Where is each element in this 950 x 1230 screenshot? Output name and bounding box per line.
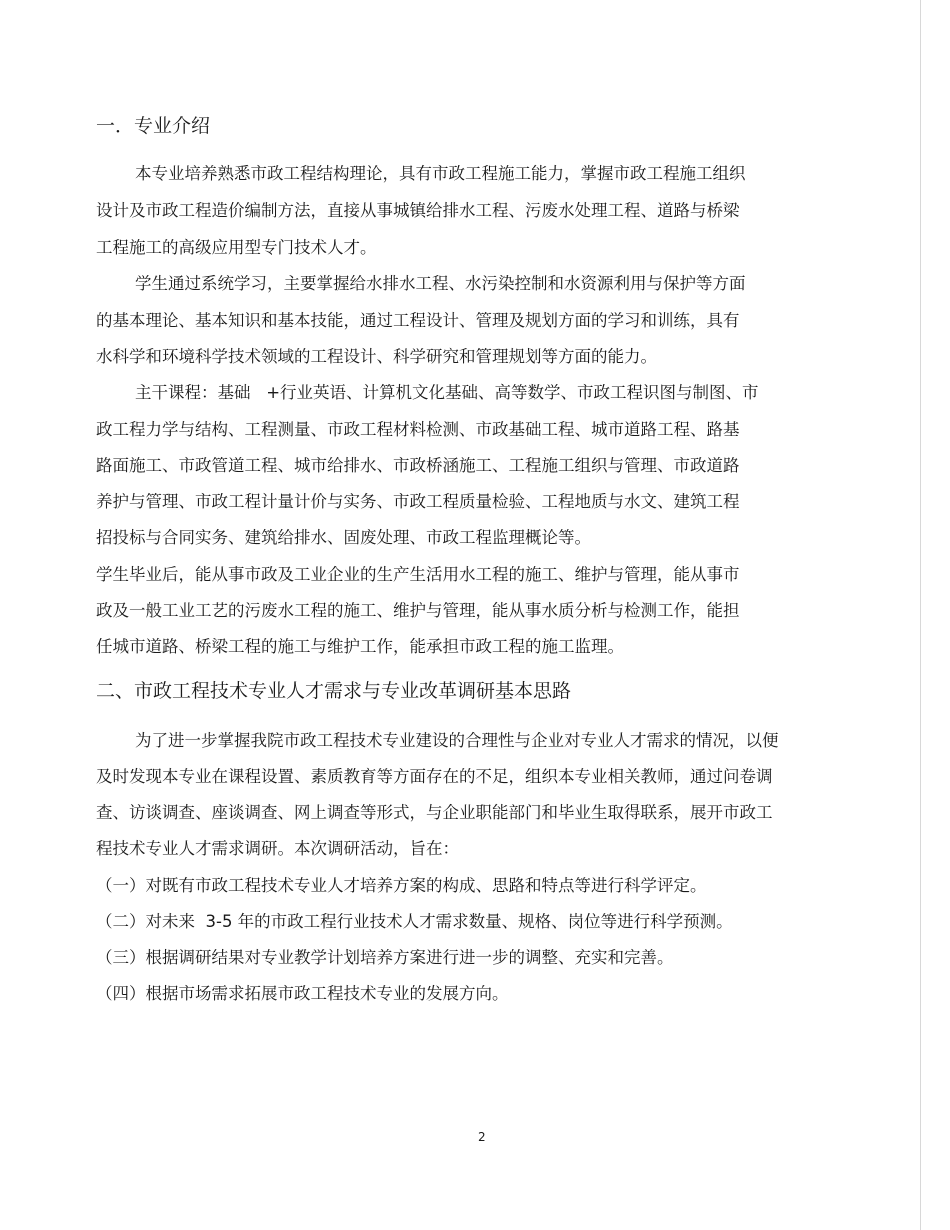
page-edge-line bbox=[920, 0, 921, 1230]
paragraph-line: 设计及市政工程造价编制方法，直接从事城镇给排水工程、污废水处理工程、道路与桥梁 bbox=[96, 201, 740, 220]
section-1-heading: 一．专业介绍 bbox=[96, 115, 211, 137]
page-number: 2 bbox=[478, 1130, 486, 1144]
paragraph-line: 政工程力学与结构、工程测量、市政工程材料检测、市政基础工程、城市道路工程、路基 bbox=[96, 420, 740, 439]
paragraph-line: 工程施工的高级应用型专门技术人才。 bbox=[96, 238, 377, 257]
paragraph-line: 的基本理论、基本知识和基本技能，通过工程设计、管理及规划方面的学习和训练，具有 bbox=[96, 311, 740, 330]
paragraph-line: 水科学和环境科学技术领域的工程设计、科学研究和管理规划等方面的能力。 bbox=[96, 347, 657, 366]
list-item: （四）根据市场需求拓展市政工程技术专业的发展方向。 bbox=[96, 984, 509, 1003]
paragraph-line: 查、访谈调查、座谈调查、网上调查等形式，与企业职能部门和毕业生取得联系，展开市政工 bbox=[96, 803, 773, 822]
paragraph-line: 为了进一步掌握我院市政工程技术专业建设的合理性与企业对专业人才需求的情况，以便 bbox=[135, 731, 779, 750]
paragraph-line: 路面施工、市政管道工程、城市给排水、市政桥涵施工、工程施工组织与管理、市政道路 bbox=[96, 456, 740, 475]
paragraph-line: 招投标与合同实务、建筑给排水、固废处理、市政工程监理概论等。 bbox=[96, 528, 591, 547]
paragraph-line: 本专业培养熟悉市政工程结构理论，具有市政工程施工能力，掌握市政工程施工组织 bbox=[135, 164, 746, 183]
paragraph-line: 学生毕业后，能从事市政及工业企业的生产生活用水工程的施工、维护与管理，能从事市 bbox=[96, 565, 740, 584]
list-item: （一）对既有市政工程技术专业人才培养方案的构成、思路和特点等进行科学评定。 bbox=[96, 876, 707, 895]
paragraph-line: 政及一般工业工艺的污废水工程的施工、维护与管理，能从事水质分析与检测工作，能担 bbox=[96, 601, 740, 620]
paragraph-line: 主干课程：基础 +行业英语、计算机文化基础、高等数学、市政工程识图与制图、市 bbox=[135, 383, 759, 402]
list-item: （二）对未来 3-5 年的市政工程行业技术人才需求数量、规格、岗位等进行科学预测。 bbox=[96, 912, 733, 931]
list-item: （三）根据调研结果对专业教学计划培养方案进行进一步的调整、充实和完善。 bbox=[96, 948, 674, 967]
paragraph-line: 程技术专业人才需求调研。本次调研活动，旨在： bbox=[96, 839, 459, 858]
section-2-heading: 二、市政工程技术专业人才需求与专业改革调研基本思路 bbox=[96, 680, 572, 702]
paragraph-line: 学生通过系统学习，主要掌握给水排水工程、水污染控制和水资源利用与保护等方面 bbox=[135, 274, 746, 293]
paragraph-line: 及时发现本专业在课程设置、素质教育等方面存在的不足，组织本专业相关教师，通过问卷调 bbox=[96, 767, 773, 786]
paragraph-line: 养护与管理、市政工程计量计价与实务、市政工程质量检验、工程地质与水文、建筑工程 bbox=[96, 492, 740, 511]
paragraph-line: 任城市道路、桥梁工程的施工与维护工作，能承担市政工程的施工监理。 bbox=[96, 637, 624, 656]
